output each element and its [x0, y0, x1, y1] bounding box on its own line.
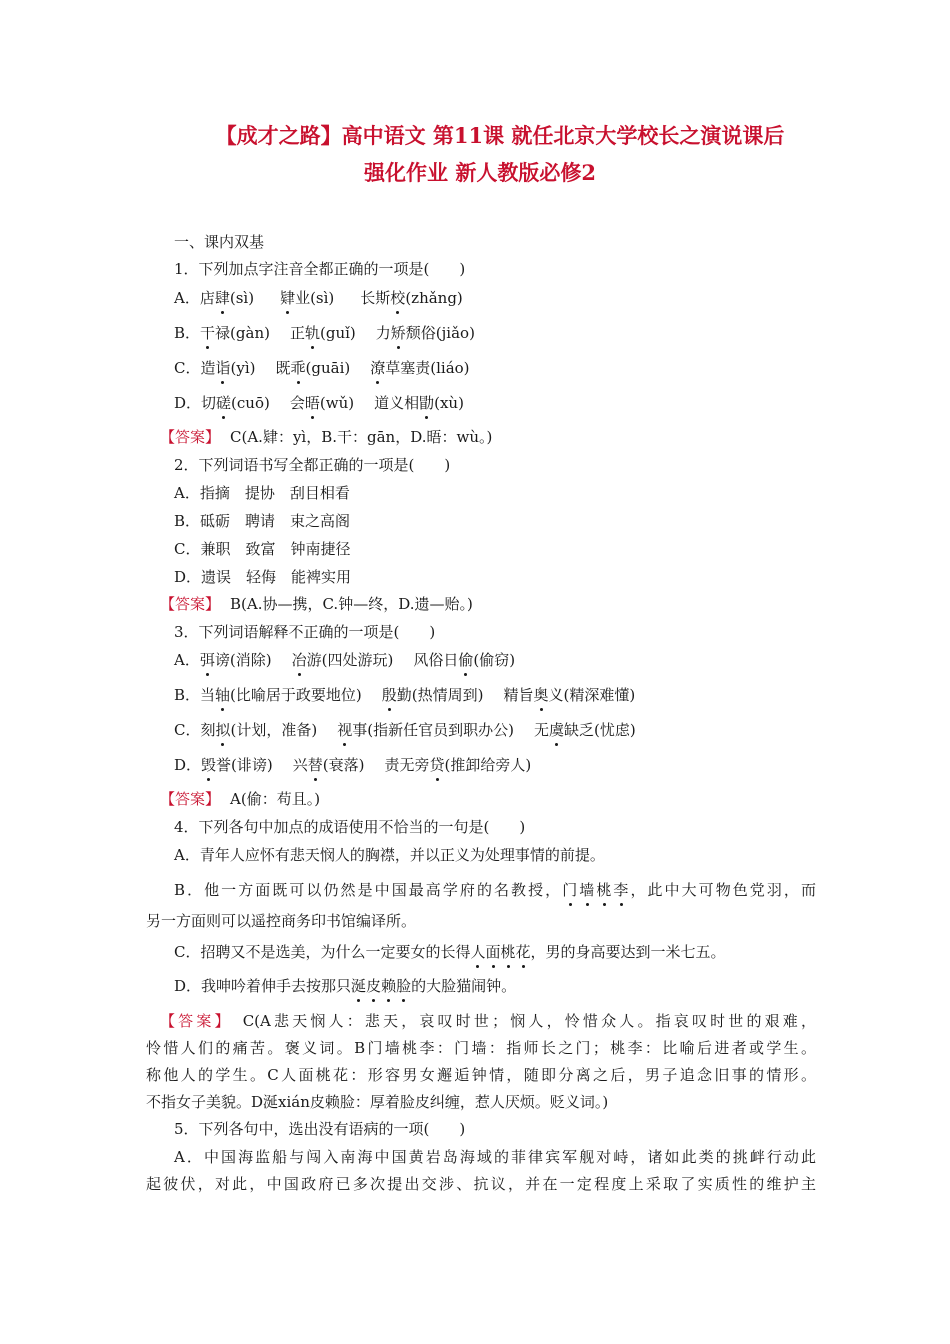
q5-stem: 5．下列各句中，选出没有语病的一项( ) — [174, 1120, 466, 1138]
q1-option-d: D．切磋(cuō) 会晤(wǔ) 道义相勖(xù) — [174, 394, 464, 412]
emphasis-char: 涎 — [351, 977, 367, 995]
q2-option-d: D．遗误 轻侮 能裨实用 — [174, 568, 352, 586]
q1-option-b: B．干禄(gàn) 正轨(guǐ) 力矫颓俗(jiǎo) — [174, 324, 475, 342]
q4-option-d: D．我呻吟着伸手去按那只涎皮赖脸的大脸猫闹钟。 — [174, 977, 517, 995]
q2-option-a: A．指摘 提协 刮目相看 — [174, 484, 350, 502]
q4-option-a: A．青年人应怀有悲天悯人的胸襟，并以正义为处理事情的前提。 — [174, 846, 605, 864]
emphasis-char: 赖 — [381, 977, 397, 995]
q4-c-idiom — [470, 943, 530, 961]
q4-d-idiom — [351, 977, 411, 995]
q3-answer: 【答案】 A(偷：苟且。) — [160, 790, 321, 808]
q2-answer: 【答案】 B(A.协—携，C.钟—终，D.遗—贻。) — [160, 595, 473, 613]
emphasis-char: 面 — [485, 943, 501, 961]
emphasis-char: 门 — [562, 881, 580, 899]
emphasis-char: 皮 — [366, 977, 382, 995]
section-heading: 一、课内双基 — [174, 233, 265, 251]
emphasis-char: 桃 — [500, 943, 516, 961]
answer-tag: 【答案】 — [160, 790, 221, 808]
q4-answer-line-3: 称他人的学生。C人面桃花：形容男女邂逅钟情，随即分离之后，男子追念旧事的情形。 — [146, 1066, 816, 1084]
answer-tag: 【答案】 — [160, 428, 221, 446]
q4-option-b-line-2: 另一方面则可以遥控商务印书馆编译所。 — [146, 912, 417, 930]
q2-option-b: B．砥砺 聘请 束之高阁 — [174, 512, 351, 530]
q3-option-a: A．弭谤(消除) 冶游(四处游玩) 风俗日偷(偷窃) — [174, 651, 516, 669]
q4-answer-line-2: 怜惜人们的痛苦。褒义词。B门墙桃李：门墙：指师长之门；桃李：比喻后进者或学生。 — [146, 1039, 816, 1057]
q1-option-c: C．造诣(yì) 既乖(guāi) 潦草塞责(liáo) — [174, 359, 470, 377]
q1-stem: 1．下列加点字注音全都正确的一项是( ) — [174, 260, 466, 278]
q1-option-a: A．店肆(sì) 肄业(sì) 长斯校(zhǎng) — [174, 289, 463, 307]
document-title-line-1: 【成才之路】高中语文 第11课 就任北京大学校长之演说课后 — [215, 123, 785, 148]
q1-answer: 【答案】 C(A.肄：yì，B.干：gān，D.晤：wù。) — [160, 428, 493, 446]
q3-option-b: B．当轴(比喻居于政要地位) 殷勤(热情周到) 精旨奥义(精深难懂) — [174, 686, 636, 704]
answer-tag: 【答案】 — [160, 1012, 233, 1030]
q2-stem: 2．下列词语书写全都正确的一项是( ) — [174, 456, 451, 474]
emphasis-char: 桃 — [596, 881, 614, 899]
answer-tag: 【答案】 — [160, 595, 221, 613]
q4-stem: 4．下列各句中加点的成语使用不恰当的一句是( ) — [174, 818, 526, 836]
q5-option-a-line-2: 起彼伏，对此，中国政府已多次提出交涉、抗议，并在一定程度上采取了实质性的维护主 — [146, 1175, 816, 1193]
emphasis-char: 李 — [613, 881, 631, 899]
emphasis-char: 墙 — [579, 881, 597, 899]
q4-answer-line-1: 【答案】 C(A悲天悯人：悲天，哀叹时世；悯人，怜惜众人。指哀叹时世的艰难， — [160, 1012, 816, 1030]
q3-option-c: C．刻拟(计划，准备) 视事(指新任官员到职办公) 无虞缺乏(忧虑) — [174, 721, 636, 739]
q3-option-d: D．毁誉(诽谤) 兴替(衰落) 责无旁贷(推卸给旁人) — [174, 756, 532, 774]
emphasis-char: 脸 — [396, 977, 412, 995]
q4-b-idiom — [562, 881, 630, 899]
q5-option-a-line-1: A．中国海监船与闯入南海中国黄岩岛海域的菲律宾军舰对峙，诸如此类的挑衅行动此 — [174, 1148, 816, 1166]
q4-answer-line-4: 不指女子美貌。D涎xián皮赖脸：厚着脸皮纠缠，惹人厌烦。贬义词。) — [146, 1093, 609, 1111]
q4-option-b-line-1: B．他一方面既可以仍然是中国最高学府的名教授，门墙桃李，此中大可物色党羽，而 — [174, 881, 816, 899]
emphasis-char: 花 — [515, 943, 531, 961]
q2-option-c: C．兼职 致富 钟南捷径 — [174, 540, 351, 558]
q3-stem: 3．下列词语解释不正确的一项是( ) — [174, 623, 436, 641]
emphasis-char: 人 — [470, 943, 486, 961]
q4-option-c: C．招聘又不是选美，为什么一定要女的长得人面桃花，男的身高要达到一米七五。 — [174, 943, 726, 961]
document-title-line-2: 强化作业 新人教版必修2 — [364, 160, 596, 185]
